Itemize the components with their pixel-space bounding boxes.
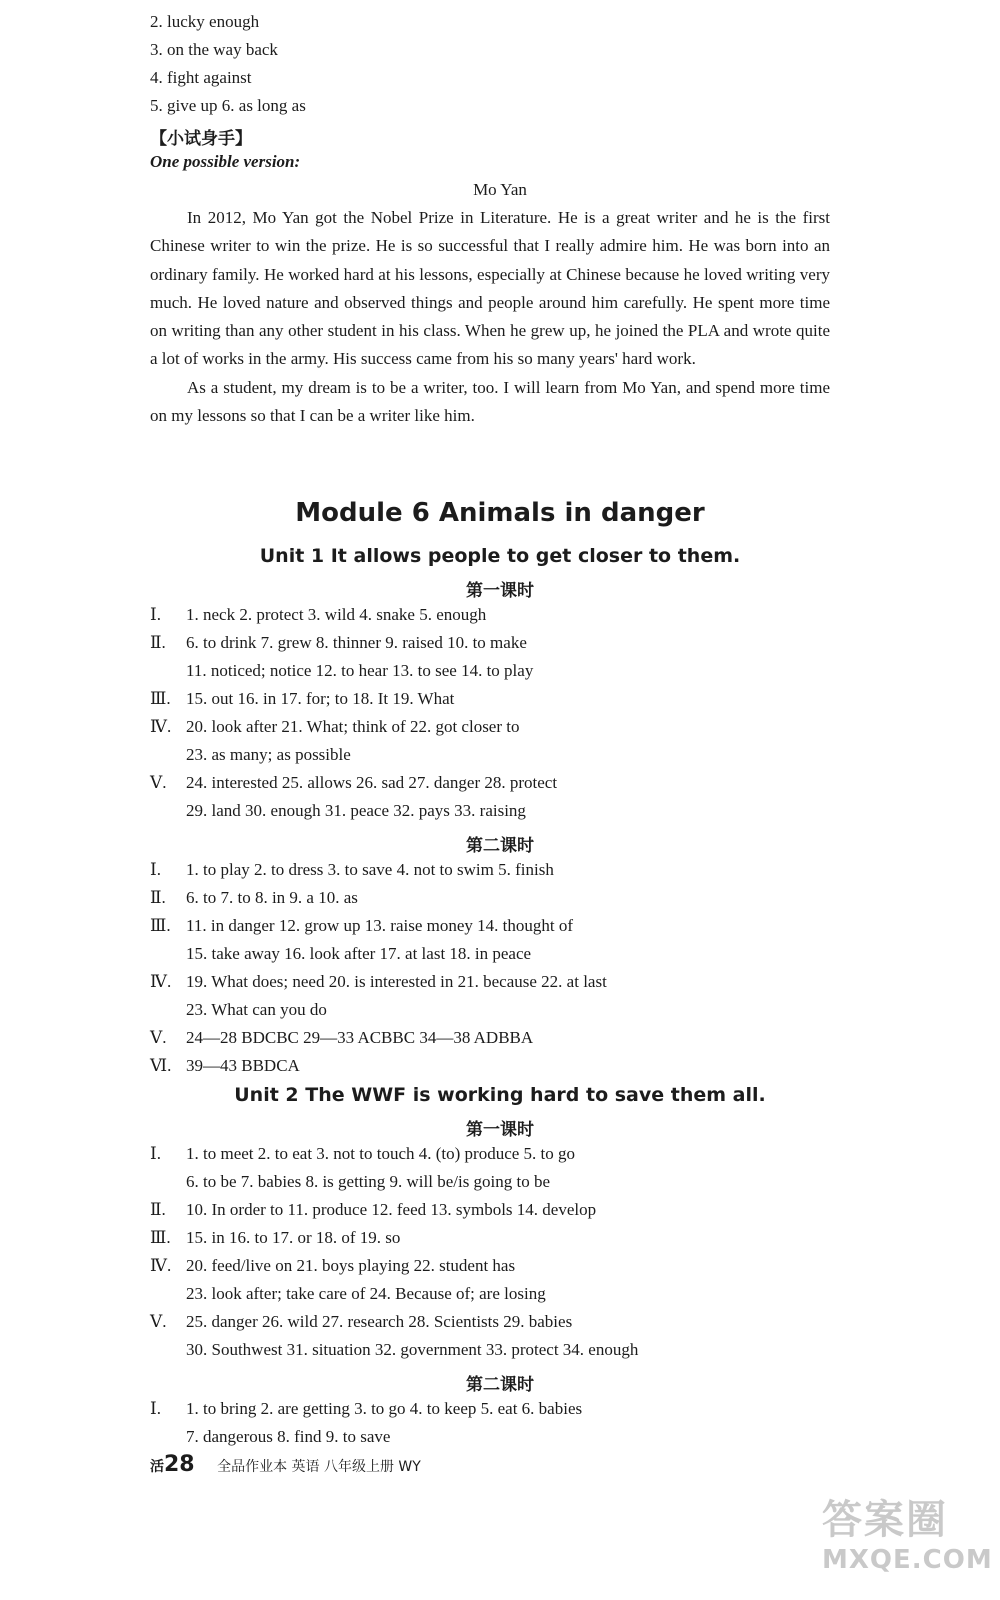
page-prefix: 活 [150,1459,164,1475]
answer-text: 1. neck 2. protect 3. wild 4. snake 5. enough [186,605,487,624]
page-number [150,1452,195,1477]
answer-text: 25. danger 26. wild 27. research 28. Scientists 29. babies [186,1312,573,1331]
answer-text: 6. to drink 7. grew 8. thinner 9. raised 10. to make [186,633,527,652]
unit-title: Unit 1 It allows people to get closer to them. [259,545,741,567]
answer-text: 1. to meet 2. to eat 3. not to touch 4. (to) produce 5. to go [186,1144,576,1163]
answer-row [150,633,527,653]
answer-row [150,605,486,625]
answer-text: 15. out 16. in 17. for; to 18. It 19. What [186,689,455,708]
answer-row [186,1172,550,1192]
answer-text: 11. in danger 12. grow up 13. raise money 14. thought of [186,916,573,935]
section-numeral: Ⅴ. [150,1312,167,1331]
answer-text: 6. to 7. to 8. in 9. a 10. as [186,888,358,907]
answer-text: 24—28 BDCBC 29—33 ACBBC 34—38 ADBBA [186,1028,534,1047]
answer-row [150,1256,515,1276]
section-numeral: Ⅳ. [150,972,172,991]
section-numeral: Ⅰ. [150,1144,161,1163]
answer-text: 20. feed/live on 21. boys playing 22. student has [186,1256,516,1275]
answer-row [186,1340,638,1360]
answer-text: 19. What does; need 20. is interested in 21. because 22. at last [186,972,607,991]
answer-row [186,745,351,765]
essay-body [150,204,830,430]
answer-row [186,1427,390,1447]
page-number-value: 28 [164,1452,195,1477]
watermark-logo [822,1488,993,1588]
answer-row [150,888,358,908]
answer-row [186,1284,546,1304]
answer-row [150,1228,400,1248]
watermark-top: 答案圈 [822,1497,948,1543]
section-numeral: Ⅲ. [150,916,171,935]
watermark-bottom: MXQE.COM [822,1545,993,1575]
answer-text: 1. to bring 2. are getting 3. to go 4. to keep 5. eat 6. babies [186,1399,583,1418]
module-title: Module 6 Animals in danger [295,498,705,528]
answer-row [150,1312,572,1332]
section-numeral: Ⅳ. [150,1256,172,1275]
lesson-title: 第一课时 [466,581,534,601]
lesson-title: 第二课时 [466,836,534,856]
answer-row [150,1200,596,1220]
answer-text: 39—43 BBDCA [186,1056,300,1075]
page-footer [150,1452,421,1477]
essay-paragraph-1: In 2012, Mo Yan got the Nobel Prize in Literature. He is a great writer and he is the first Chinese writer to win the prize. He is so successful that I really admire him. He was born into an ordinary family. He worked hard at his lessons, especially at Chinese because he loved writing very much. He loved nature and observed things and people around him carefully. He spent more time on writing than any other student in his class. When he grew up, he joined the PLA and wrote quite a lot of works in the army. His success came from his so many years' hard work. [150,208,830,369]
answer-text: 29. land 30. enough 31. peace 32. pays 33. raising [186,801,526,820]
answer-row [150,1028,533,1048]
list-item: 3. on the way back [150,40,278,59]
section-numeral: Ⅱ. [150,633,166,652]
answer-row [150,1399,582,1419]
answer-row [150,916,573,936]
essay-paragraph-2: As a student, my dream is to be a writer, too. I will learn from Mo Yan, and spend more time on my lessons so that I can be a writer like him. [150,377,830,426]
answer-row [186,801,526,821]
answer-text: 11. noticed; notice 12. to hear 13. to see 14. to play [186,661,534,680]
answer-row [186,1000,327,1020]
section-numeral: Ⅰ. [150,1399,161,1418]
section-numeral: Ⅱ. [150,888,166,907]
list-item: 2. lucky enough [150,12,260,31]
answer-row [150,972,607,992]
list-item: 5. give up 6. as long as [150,96,306,115]
answer-text: 24. interested 25. allows 26. sad 27. danger 28. protect [186,773,558,792]
answer-text: 23. look after; take care of 24. Because of; are losing [186,1284,546,1303]
lesson-title: 第二课时 [466,1375,534,1395]
section-numeral: Ⅲ. [150,689,171,708]
lesson-title: 第一课时 [466,1120,534,1140]
section-numeral: Ⅴ. [150,773,167,792]
answer-text: 7. dangerous 8. find 9. to save [186,1427,391,1446]
answer-text: 1. to play 2. to dress 3. to save 4. not to swim 5. finish [186,860,554,879]
answer-row [150,717,519,737]
answer-row [150,1144,575,1164]
answer-row [150,689,454,709]
answer-row [150,1056,300,1076]
answer-text: 20. look after 21. What; think of 22. got closer to [186,717,520,736]
section-numeral: Ⅴ. [150,1028,167,1047]
answer-row [186,944,531,964]
book-info: 全品作业本 英语 八年级上册 WY [217,1459,421,1475]
answer-row [186,661,533,681]
section-numeral: Ⅲ. [150,1228,171,1247]
section-numeral: Ⅰ. [150,605,161,624]
answer-text: 15. in 16. to 17. or 18. of 19. so [186,1228,401,1247]
list-item: 4. fight against [150,68,252,87]
answer-row [150,860,554,880]
answer-row [150,773,557,793]
answer-text: 30. Southwest 31. situation 32. government 33. protect 34. enough [186,1340,639,1359]
practice-heading: 【小试身手】 [150,129,252,149]
answer-text: 10. In order to 11. produce 12. feed 13. symbols 14. develop [186,1200,597,1219]
section-numeral: Ⅳ. [150,717,172,736]
unit-title: Unit 2 The WWF is working hard to save them all. [234,1084,766,1106]
version-label: One possible version: [150,152,301,171]
section-numeral: Ⅰ. [150,860,161,879]
answer-text: 15. take away 16. look after 17. at last 18. in peace [186,944,532,963]
answer-text: 23. as many; as possible [186,745,351,764]
section-numeral: Ⅱ. [150,1200,166,1219]
answer-text: 6. to be 7. babies 8. is getting 9. will be/is going to be [186,1172,551,1191]
answer-text: 23. What can you do [186,1000,327,1019]
section-numeral: Ⅵ. [150,1056,172,1075]
essay-title: Mo Yan [473,180,527,199]
